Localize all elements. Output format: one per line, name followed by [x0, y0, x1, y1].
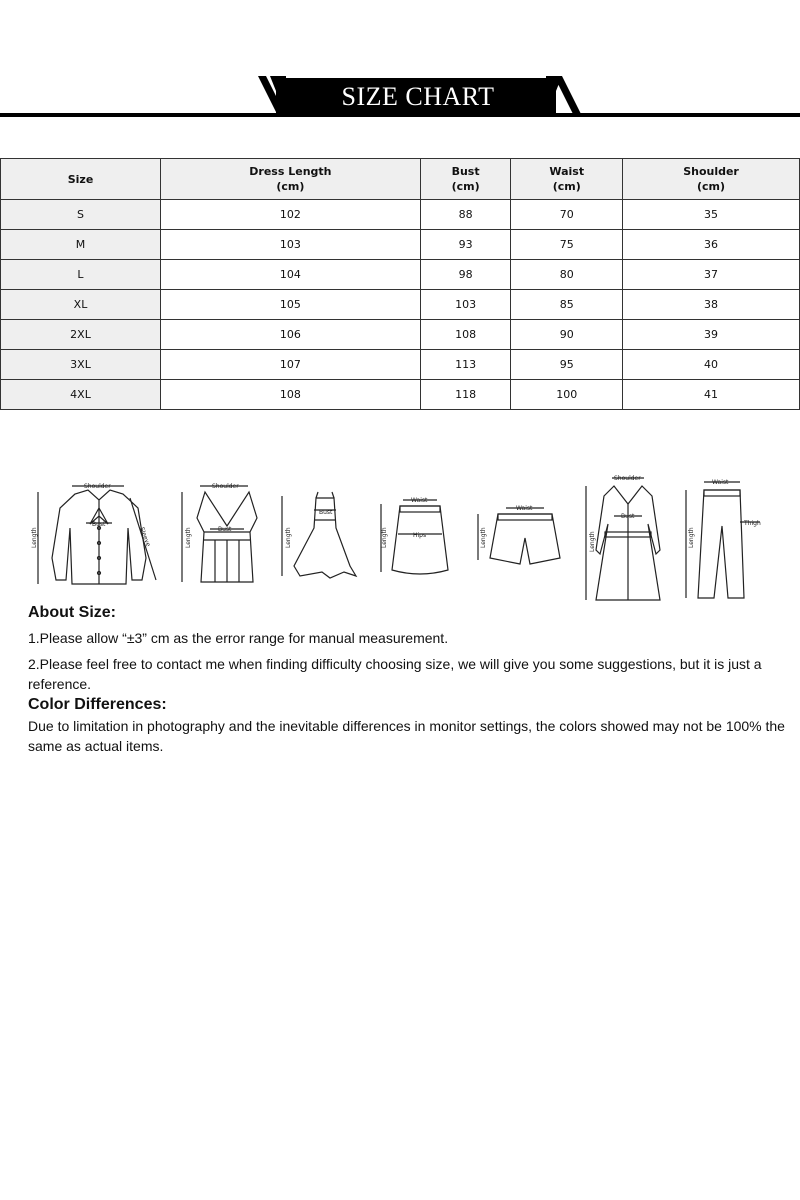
cell-bust: 103 [420, 290, 511, 320]
cell-size: 2XL [1, 320, 161, 350]
cell-shoulder: 37 [623, 260, 800, 290]
about-size-line-1: 1.Please allow “±3” cm as the error range for manual measurement. [28, 630, 449, 646]
cell-shoulder: 38 [623, 290, 800, 320]
cell-bust: 93 [420, 230, 511, 260]
label-length: Length [31, 527, 38, 548]
table-row [1, 380, 800, 410]
label-shoulder: Shoulder [212, 483, 239, 490]
cell-dress-length: 105 [161, 290, 421, 320]
cell-bust: 113 [420, 350, 511, 380]
cell-waist: 70 [511, 200, 623, 230]
trousers-diagram [686, 479, 761, 598]
cell-waist: 95 [511, 350, 623, 380]
label-shoulder: Shoulder [84, 483, 111, 490]
cell-shoulder: 35 [623, 200, 800, 230]
label-sleeve: Sleeve [138, 526, 152, 548]
label-waist: Waist [712, 479, 729, 486]
table-header-row [1, 159, 800, 200]
cell-bust: 118 [420, 380, 511, 410]
cell-waist: 90 [511, 320, 623, 350]
cell-dress-length: 103 [161, 230, 421, 260]
cell-size: S [1, 200, 161, 230]
blouse-diagram [31, 483, 156, 584]
cell-size: L [1, 260, 161, 290]
col-waist: Waist (cm) [511, 159, 623, 200]
label-thigh: Thigh [744, 520, 761, 527]
col-shoulder: Shoulder (cm) [623, 159, 800, 200]
measurement-diagrams [0, 468, 800, 608]
cell-bust: 108 [420, 320, 511, 350]
cell-bust: 88 [420, 200, 511, 230]
vest-diagram [182, 483, 257, 582]
label-length: Length [589, 531, 596, 552]
cell-size: XL [1, 290, 161, 320]
about-size-heading: About Size: [28, 604, 116, 621]
label-length: Length [480, 527, 487, 548]
label-length: Length [185, 527, 192, 548]
table-row [1, 320, 800, 350]
label-length: Length [688, 527, 695, 548]
shorts-diagram [478, 505, 560, 564]
col-bust: Bust (cm) [420, 159, 511, 200]
col-size: Size [1, 159, 161, 200]
page-title: SIZE CHART [341, 82, 495, 111]
label-bust: Bust [218, 526, 232, 533]
table-row [1, 200, 800, 230]
cell-dress-length: 104 [161, 260, 421, 290]
cell-size: 4XL [1, 380, 161, 410]
cell-shoulder: 41 [623, 380, 800, 410]
label-length: Length [381, 527, 388, 548]
table-row [1, 290, 800, 320]
cell-waist: 75 [511, 230, 623, 260]
skirt-diagram [381, 497, 448, 574]
notes-section [28, 604, 788, 756]
cell-waist: 80 [511, 260, 623, 290]
label-shoulder: Shoulder [614, 475, 641, 482]
coat-diagram [586, 475, 660, 600]
table-row [1, 230, 800, 260]
label-waist: Waist [411, 497, 428, 504]
label-hips: Hips [413, 532, 427, 539]
col-dress-length: Dress Length (cm) [161, 159, 421, 200]
color-differences-heading: Color Differences: [28, 696, 167, 713]
label-length: Length [285, 527, 292, 548]
cell-waist: 85 [511, 290, 623, 320]
cell-dress-length: 108 [161, 380, 421, 410]
cell-shoulder: 36 [623, 230, 800, 260]
color-differences-text: Due to limitation in photography and the inevitable differences in monitor settings, the colors showed may not be 100% the same as actual items. [28, 718, 785, 754]
size-table [0, 158, 800, 410]
cell-shoulder: 40 [623, 350, 800, 380]
label-bust: Bust [92, 521, 106, 528]
cell-shoulder: 39 [623, 320, 800, 350]
cell-waist: 100 [511, 380, 623, 410]
table-row [1, 350, 800, 380]
label-waist: Waist [516, 505, 533, 512]
cell-dress-length: 106 [161, 320, 421, 350]
cell-dress-length: 102 [161, 200, 421, 230]
cell-bust: 98 [420, 260, 511, 290]
label-bust: Bust [319, 509, 333, 516]
table-row [1, 260, 800, 290]
label-bust: Bust [621, 513, 635, 520]
about-size-line-2: 2.Please feel free to contact me when finding difficulty choosing size, we will give you some suggestions, but it is just a reference. [28, 656, 762, 692]
cell-dress-length: 107 [161, 350, 421, 380]
cell-size: 3XL [1, 350, 161, 380]
dress-diagram [282, 492, 356, 578]
cell-size: M [1, 230, 161, 260]
